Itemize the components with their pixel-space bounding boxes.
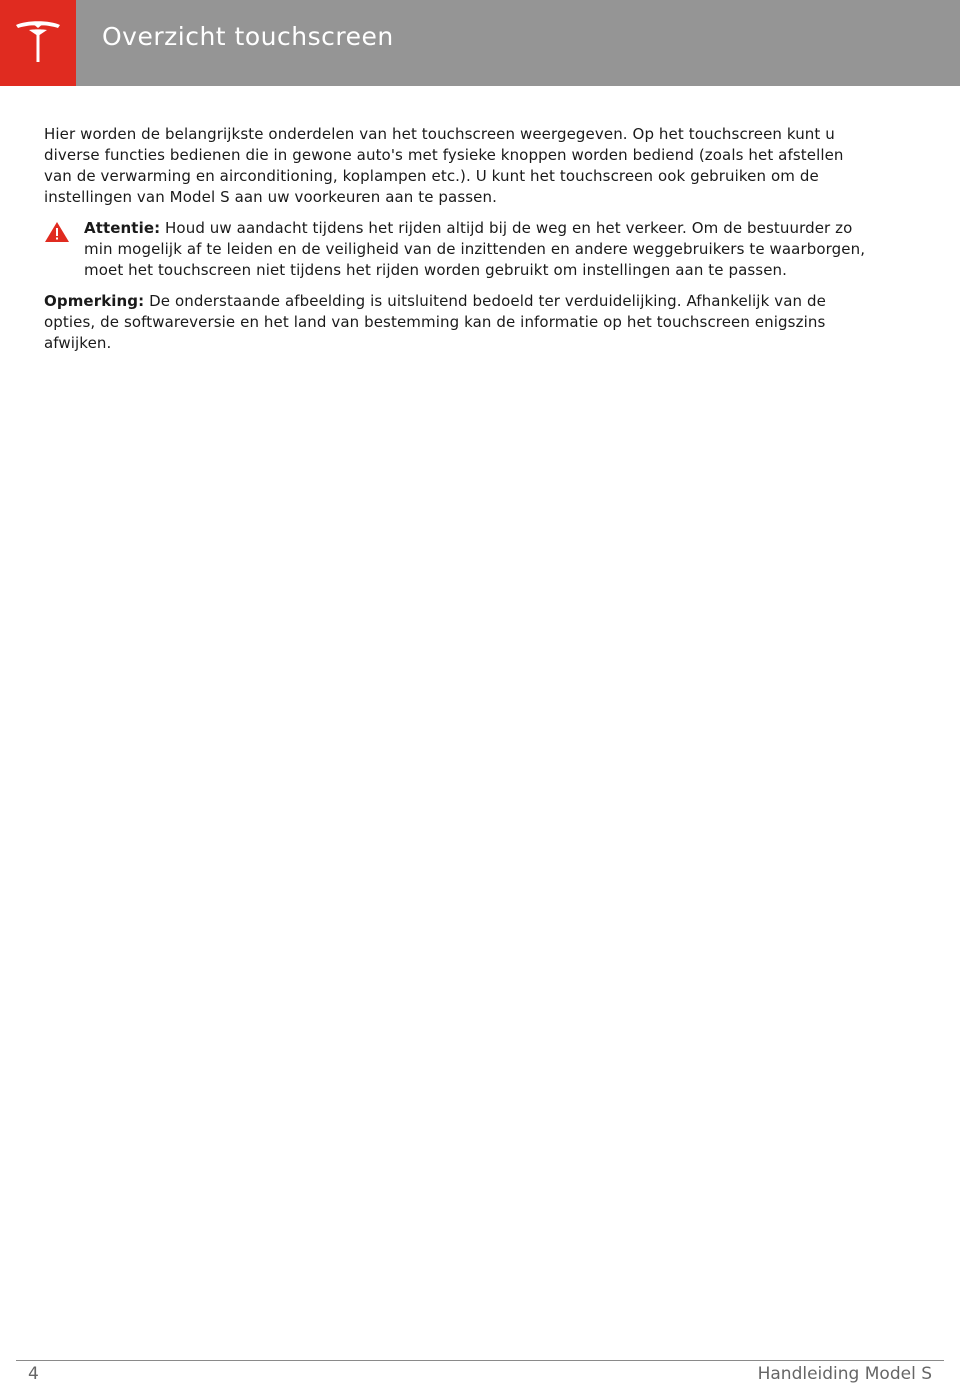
page-title: Overzicht touchscreen [102,22,394,51]
manual-name: Handleiding Model S [757,1364,932,1384]
tesla-logo-icon [12,16,64,68]
logo-box [0,0,76,86]
note-label: Opmerking: [44,292,145,310]
footer-divider [16,1360,944,1361]
note-text: De onderstaande afbeelding is uitsluitend bedoeld ter verduidelijking. Afhankelijk van de opties, de softwareversie en het land van bestemming kan de informatie op het touchscreen enigszins afwijken. [44,292,826,352]
page-header [0,0,960,86]
warning-text: Houd uw aandacht tijdens het rijden altijd bij de weg en het verkeer. Om de bestuurder zo min mogelijk af te leiden en de veiligheid van de inzittenden en andere weggebruikers te waarborgen, moet het touchscreen niet tijdens het rijden worden gebruikt om instellingen aan te passen. [84,219,866,279]
intro-paragraph: Hier worden de belangrijkste onderdelen van het touchscreen weergegeven. Op het touchscreen kunt u diverse functies bedienen die in gewone auto's met fysieke knoppen worden bediend (zoals het afstellen van de verwarming en airconditioning, koplampen etc.). U kunt het touchscreen ook gebruiken om de instellingen van Model S aan uw voorkeuren aan te passen. [44,125,844,206]
document-body [44,124,874,354]
warning-label: Attentie: [84,219,161,237]
warning-block [44,218,874,281]
note-block [44,291,874,354]
page-number: 4 [28,1364,39,1384]
warning-triangle-icon [44,221,70,243]
